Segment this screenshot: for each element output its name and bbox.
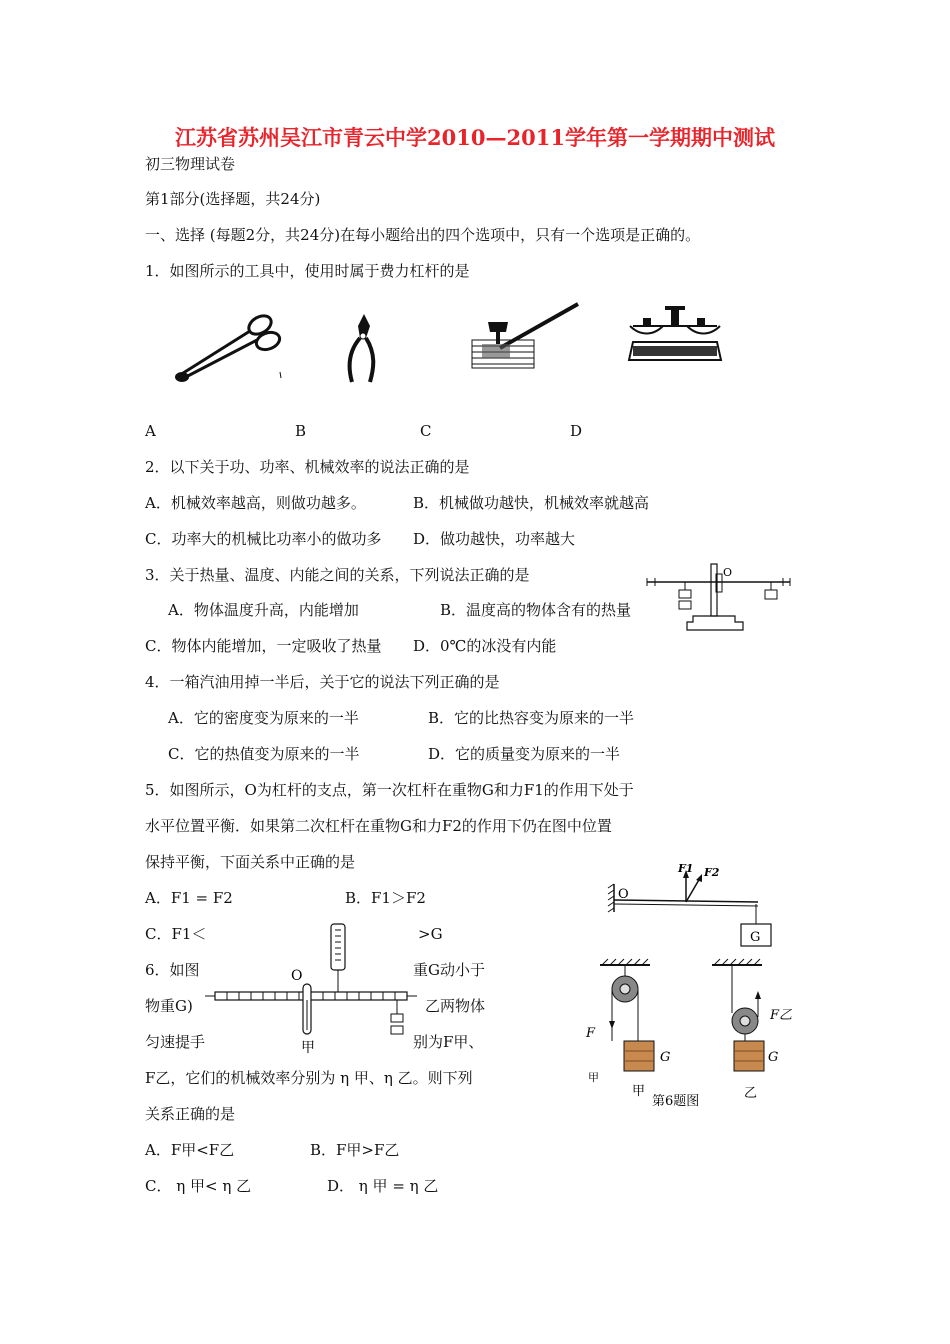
- q2-stem: 2．以下关于功、功率、机械效率的说法正确的是: [145, 458, 470, 476]
- document-title: 江苏省苏州吴江市青云中学2010—2011学年第一学期期中测试: [175, 125, 775, 150]
- q6-pulley-label-jia-small: 甲: [588, 1071, 599, 1084]
- q1-figure-crowbar: [470, 300, 580, 380]
- q2-option-c: C．功率大的机械比功率小的做功多: [145, 530, 382, 548]
- q6-lever-label-jia: 甲: [301, 1040, 315, 1056]
- q6-stem-l2-left: 物重G): [145, 997, 193, 1015]
- q6-overlay-lever-figure: [205, 920, 415, 1060]
- q3-option-b: B．温度高的物体含有的热量: [440, 601, 632, 619]
- q6-lever-label-o: O: [291, 968, 303, 984]
- q4-option-d: D．它的质量变为原来的一半: [428, 745, 621, 763]
- q5-figure-lever: [600, 860, 780, 950]
- q6-option-a: A．F甲<F乙: [145, 1141, 235, 1159]
- q5-option-b: B．F1＞F2: [345, 889, 426, 907]
- q6-option-c: C． η 甲< η 乙: [145, 1177, 252, 1195]
- q5-option-c-right: >G: [418, 925, 443, 943]
- q3-option-d: D．0℃的冰没有内能: [413, 637, 557, 655]
- q5-stem-line2: 水平位置平衡．如果第二次杠杆在重物G和力F2的作用下仍在图中位置: [145, 817, 612, 835]
- q6-option-d: D． η 甲 = η 乙: [327, 1177, 439, 1195]
- q6-stem-l5: 关系正确的是: [145, 1105, 236, 1123]
- q2-option-b: B．机械做功越快，机械效率就越高: [413, 494, 650, 512]
- q6-pulley-label-yi: 乙: [744, 1086, 758, 1101]
- q1-stem: 1．如图所示的工具中，使用时属于费力杠杆的是: [145, 262, 470, 280]
- q1-label-b: B: [295, 422, 307, 440]
- q6-stem-l1-right: 重G动小于: [413, 961, 485, 979]
- q6-option-b: B．F甲>F乙: [310, 1141, 400, 1159]
- q1-figure-scissors-tongs: [170, 305, 285, 385]
- q5-stem-line3: 保持平衡，下面关系中正确的是: [145, 853, 356, 871]
- q1-figure-balance: [625, 302, 725, 370]
- q1-label-c: C: [420, 422, 432, 440]
- q5-option-a: A．F1 = F2: [145, 889, 233, 907]
- q5-fig-label-f2: F2: [704, 866, 720, 879]
- q2-option-d: D．做功越快，功率越大: [413, 530, 576, 548]
- q6-pulley-label-f: F: [586, 1026, 596, 1041]
- q5-option-c-left: C．F1＜: [145, 925, 207, 943]
- q6-stem-l3-right: 别为F甲、: [413, 1033, 484, 1051]
- q2-option-a: A．机械效率越高，则做功越多。: [145, 494, 366, 512]
- section-heading: 一、选择 (每题2分，共24分)在每小题给出的四个选项中，只有一个选项是正确的。: [145, 226, 701, 244]
- q4-stem: 4．一箱汽油用掉一半后，关于它的说法下列正确的是: [145, 673, 500, 691]
- q5-fig-label-g: G: [750, 930, 761, 945]
- q4-option-b: B．它的比热容变为原来的一半: [428, 709, 635, 727]
- q5-fig-label-o: O: [618, 887, 629, 902]
- q6-pulley-label-g2: G: [768, 1050, 779, 1065]
- q6-figure-caption: 第6题图: [652, 1094, 700, 1109]
- q6-pulley-label-g1: G: [660, 1050, 671, 1065]
- q6-stem-l2-right: 乙两物体: [425, 997, 486, 1015]
- q4-option-a: A．它的密度变为原来的一半: [168, 709, 359, 727]
- q6-pulley-label-f-yi: F乙: [770, 1008, 793, 1023]
- q6-stem-l4: F乙，它们的机械效率分别为 η 甲、η 乙。则下列: [145, 1069, 473, 1087]
- q6-stem-l1-left: 6．如图: [145, 961, 200, 979]
- q1-figure-pliers: [340, 312, 385, 384]
- q1-label-a: A: [145, 422, 156, 440]
- q6-figure-pulleys: [580, 955, 810, 1115]
- q5-stem-line1: 5．如图所示，O为杠杆的支点，第一次杠杆在重物G和力F1的作用下处于: [145, 781, 634, 799]
- q3-fig-label-o: O: [723, 566, 733, 579]
- q6-pulley-label-jia: 甲: [632, 1084, 646, 1099]
- part-heading: 第1部分(选择题，共24分): [145, 190, 321, 208]
- q5-fig-label-f1: F1: [678, 862, 694, 875]
- q3-option-a: A．物体温度升高，内能增加: [168, 601, 359, 619]
- q6-stem-l3-left: 匀速提手: [145, 1033, 206, 1051]
- subtitle: 初三物理试卷: [145, 155, 236, 173]
- q3-figure-lever-balance: [645, 560, 795, 635]
- q3-stem: 3．关于热量、温度、内能之间的关系，下列说法正确的是: [145, 566, 530, 584]
- q1-label-d: D: [570, 422, 583, 440]
- q3-option-c: C．物体内能增加，一定吸收了热量: [145, 637, 382, 655]
- q4-option-c: C．它的热值变为原来的一半: [168, 745, 360, 763]
